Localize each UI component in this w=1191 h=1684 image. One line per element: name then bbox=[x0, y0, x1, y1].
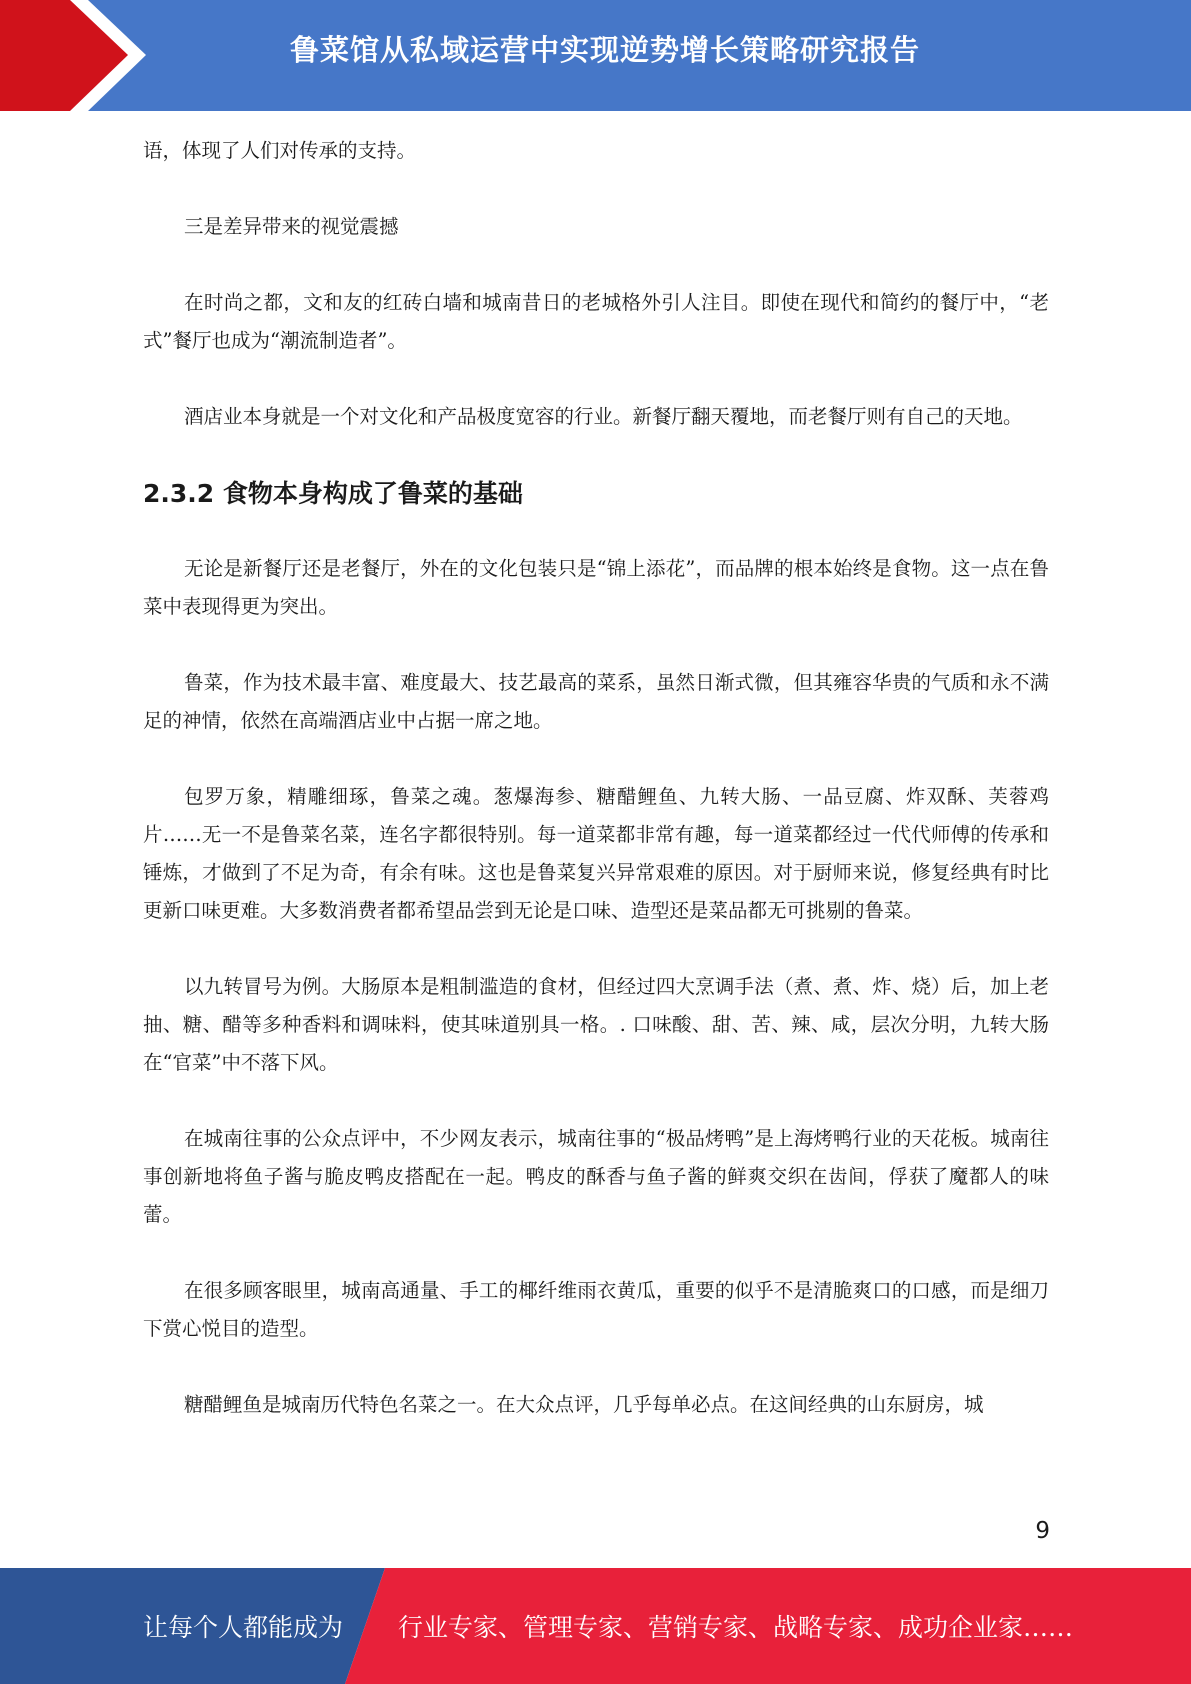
header-arrow-decoration bbox=[0, 0, 160, 111]
paragraph: 无论是新餐厅还是老餐厅，外在的文化包装只是“锦上添花”，而品牌的根本始终是食物。这一点在鲁菜中表现得更为突出。 bbox=[143, 557, 1049, 618]
paragraph: 在很多顾客眼里，城南高通量、手工的椰纤维雨衣黄瓜，重要的似乎不是清脆爽口的口感，而是细刀下赏心悦目的造型。 bbox=[143, 1279, 1049, 1340]
footer-slogan-left: 让每个人都能成为 bbox=[143, 1613, 344, 1642]
paragraph-continuation: 语，体现了人们对传承的支持。 bbox=[143, 139, 417, 162]
page-footer bbox=[0, 1568, 1191, 1684]
paragraph: 酒店业本身就是一个对文化和产品极度宽容的行业。新餐厅翻天覆地，而老餐厅则有自己的天地。 bbox=[184, 405, 1023, 428]
paragraph-point-three: 三是差异带来的视觉震撼 bbox=[184, 215, 399, 238]
page-number: 9 bbox=[1035, 1518, 1050, 1544]
paragraph: 包罗万象，精雕细琢，鲁菜之魂。葱爆海参、糖醋鲤鱼、九转大肠、一品豆腐、炸双酥、芙蓉鸡片……无一不是鲁菜名菜，连名字都很特别。每一道菜都非常有趣，每一道菜都经过一代代师傅的传承和锤炼，才做到了不足为奇，有余有味。这也是鲁菜复兴异常艰难的原因。对于厨师来说，修复经典有时比更新口味更难。大多数消费者都希望品尝到无论是口味、造型还是菜品都无可挑剔的鲁菜。 bbox=[143, 785, 1049, 922]
page-header bbox=[0, 0, 1191, 111]
page-content bbox=[143, 132, 1049, 1462]
section-heading: 2.3.2 食物本身构成了鲁菜的基础 bbox=[143, 479, 523, 508]
paragraph: 以九转冒号为例。大肠原本是粗制滥造的食材，但经过四大烹调手法（煮、煮、炸、烧）后，加上老抽、糖、醋等多种香料和调味料，使其味道别具一格。. 口味酸、甜、苦、辣、咸，层次分明，九转大肠在“官菜”中不落下风。 bbox=[143, 975, 1049, 1074]
paragraph: 在城南往事的公众点评中，不少网友表示，城南往事的“极品烤鸭”是上海烤鸭行业的天花板。城南往事创新地将鱼子酱与脆皮鸭皮搭配在一起。鸭皮的酥香与鱼子酱的鲜爽交织在齿间，俘获了魔都人的味蕾。 bbox=[143, 1127, 1049, 1226]
paragraph: 鲁菜，作为技术最丰富、难度最大、技艺最高的菜系，虽然日渐式微，但其雍容华贵的气质和永不满足的神情，依然在高端酒店业中占据一席之地。 bbox=[143, 671, 1049, 732]
footer-slogan-right: 行业专家、管理专家、营销专家、战略专家、成功企业家…… bbox=[398, 1613, 1074, 1642]
paragraph: 在时尚之都，文和友的红砖白墙和城南昔日的老城格外引人注目。即使在现代和简约的餐厅中，“老式”餐厅也成为“潮流制造者”。 bbox=[143, 291, 1049, 352]
paragraph: 糖醋鲤鱼是城南历代特色名菜之一。在大众点评，几乎每单必点。在这间经典的山东厨房，城 bbox=[184, 1393, 984, 1416]
report-title: 鲁菜馆从私域运营中实现逆势增长策略研究报告 bbox=[290, 33, 921, 67]
